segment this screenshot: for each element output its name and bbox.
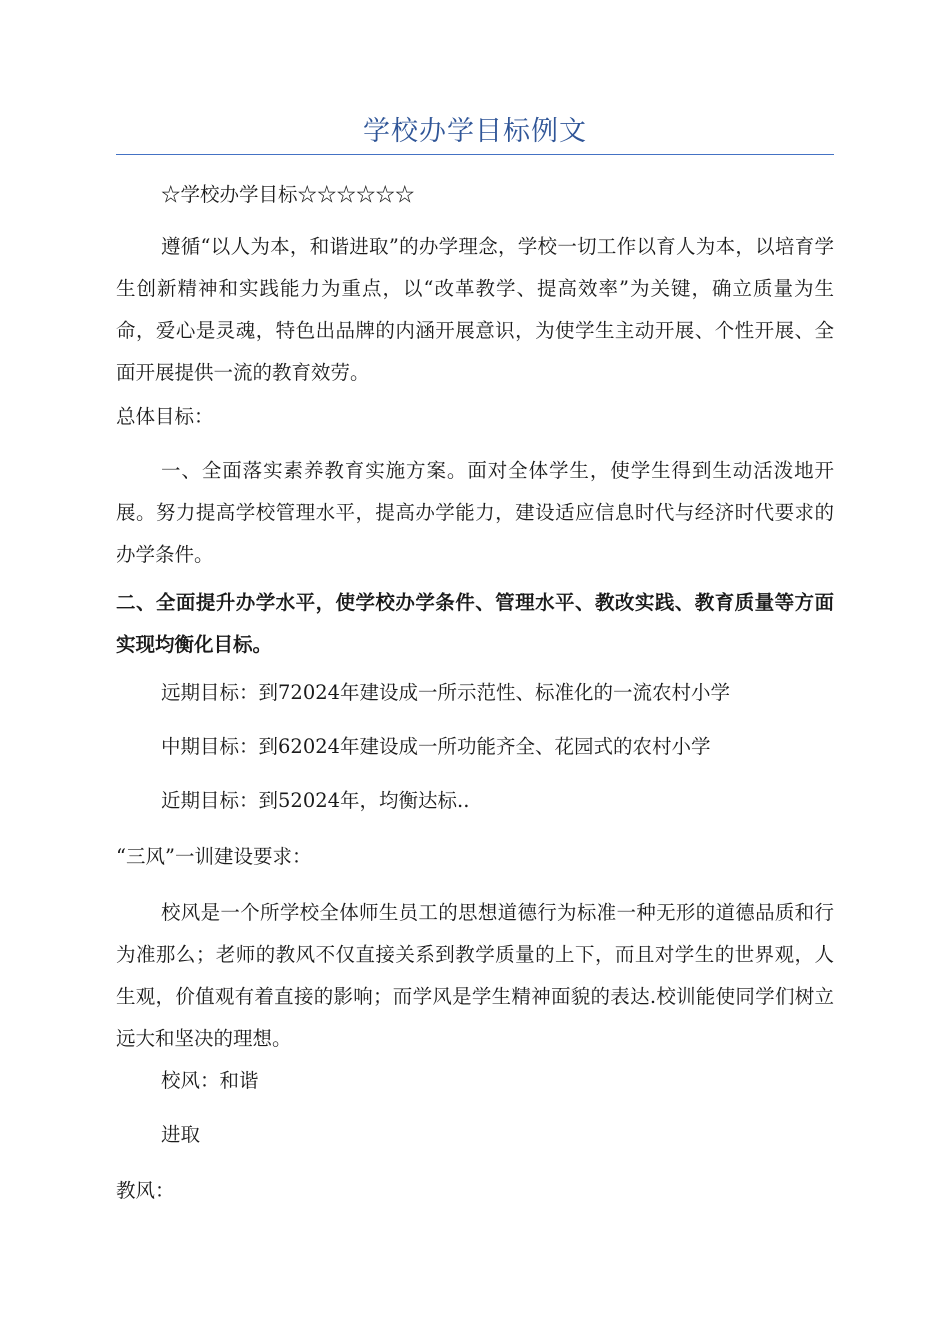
paragraph-teaching-style-label: 教风： [116, 1179, 175, 1202]
paragraph-progress: 进取 [161, 1123, 201, 1146]
paragraph-goal-two: 二、全面提升办学水平，使学校办学条件、管理水平、教改实践、教育质量等方面实现均衡化目标。 [116, 591, 834, 656]
document-title: 学校办学目标例文 [363, 116, 587, 147]
paragraph-school-style-description: 校风是一个所学校全体师生员工的思想道德行为标准一种无形的道德品质和行为准那么；老师的教风不仅直接关系到教学质量的上下，而且对学生的世界观，人生观，价值观有着直接的影响；而学风是学生精神面貌的表达.校训能使同学们树立远大和坚决的理想。 [116, 901, 834, 1050]
paragraph-mid-term-goal: 中期目标：到62024年建设成一所功能齐全、花园式的农村小学 [161, 735, 711, 758]
paragraph-three-styles-label: “三风”一训建设要求： [116, 845, 312, 868]
paragraph-philosophy: 遵循“以人为本，和谐进取”的办学理念，学校一切工作以育人为本，以培育学生创新精神和实践能力为重点，以“改革教学、提高效率”为关键，确立质量为生命，爱心是灵魂，特色出品牌的内涵开展意识，为使学生主动开展、个性开展、全面开展提供一流的教育效劳。 [116, 235, 834, 384]
title-underline [116, 154, 834, 155]
paragraph-school-style: 校风：和谐 [161, 1069, 259, 1092]
paragraph-overall-goal-label: 总体目标： [116, 405, 214, 428]
paragraph-heading-goals: ☆学校办学目标☆☆☆☆☆☆ [161, 183, 415, 206]
paragraph-short-term-goal: 近期目标：到52024年，均衡达标.. [161, 789, 470, 812]
paragraph-long-term-goal: 远期目标：到72024年建设成一所示范性、标准化的一流农村小学 [161, 681, 731, 704]
paragraph-goal-one: 一、全面落实素养教育实施方案。面对全体学生，使学生得到生动活泼地开展。努力提高学校管理水平，提高办学能力，建设适应信息时代与经济时代要求的办学条件。 [116, 459, 834, 566]
